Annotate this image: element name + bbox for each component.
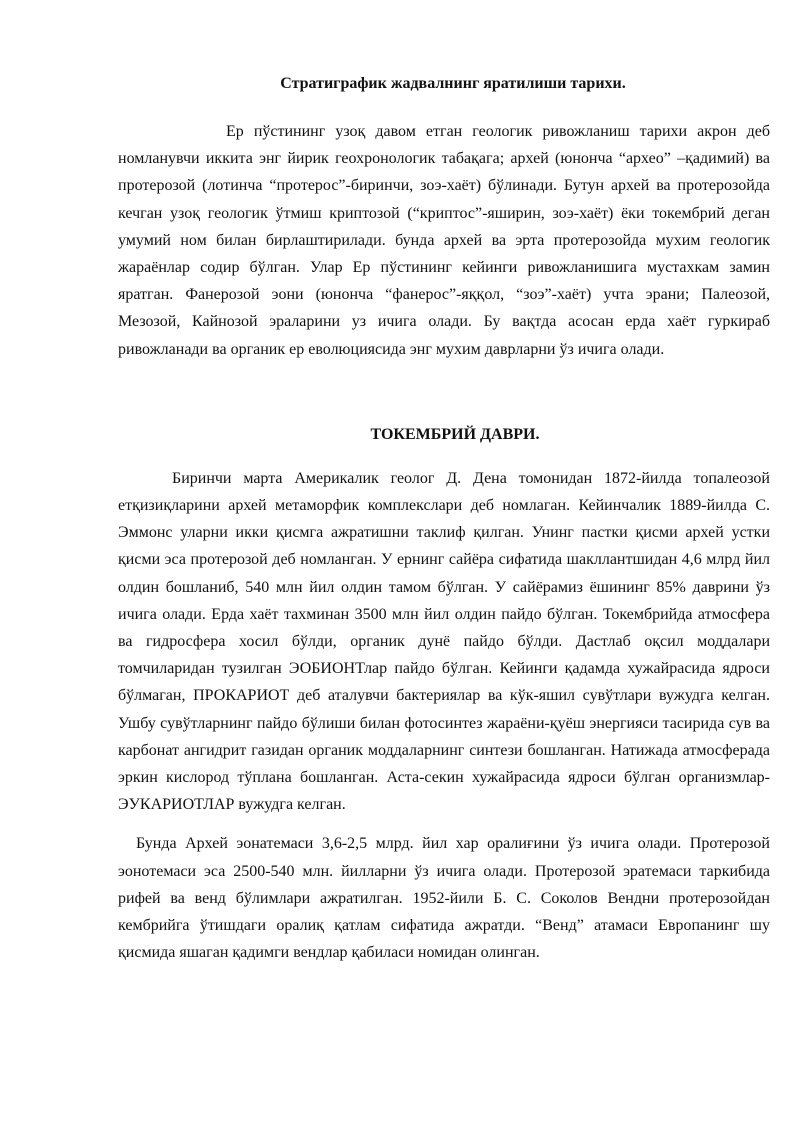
intro-paragraph: Ер пўстининг узоқ давом етган геологик ривожланиш тарихи акрон деб номланувчи иккита энг йирик геохронологик табақага; архей (юнонча “архео” –қадимий) ва протерозой (лотинча “протерос”-биринчи, зоэ-хаёт) бўлинади. Бутун архей ва протерозойда кечган узоқ геологик ўтмиш криптозой (“криптос”-яширин, зоэ-хаёт) ёки токембрий деган умумий ном билан бирлаштирилади. бунда архей ва эрта протерозойда мухим геологик жараёнлар содир бўлган. Улар Ер пўстининг кейинги ривожланишига мустахкам замин яратган. Фанерозой эони (юнонча “фанерос”-яққол, “зоэ”-хаёт) учта эрани; Палеозой, Мезозой, Кайнозой эраларини уз ичига олади. Бу вақтда асосан ерда хаёт гуркираб ривожланади ва органик ер еволюциясида энг мухим даврларни ўз ичига олади. bbox=[118, 123, 770, 358]
section-paragraph: Биринчи марта Америкалик геолог Д. Дена томонидан 1872-йилда топалеозой етқизиқларини архей метаморфик комплекслари деб номлаган. Кейинчалик 1889-йилда С. Эммонс уларни икки қисмга ажратишни таклиф қилган. Унинг пастки қисми архей устки қисми эса протерозой деб номланган. У ернинг сайёра сифатида шакллантшидан 4,6 млрд йил олдин бошланиб, 540 млн йил олдин тамом бўлган. У сайёрамиз ёшининг 85% даврини ўз ичига олади. Ерда хаёт тахминан 3500 млн йил олдин пайдо бўлган. Токембрийда атмосфера ва гидросфера хосил бўлди, органик дунё пайдо бўлди. Дастлаб оқсил моддалари томчиларидан тузилган ЭОБИОНТлар пайдо бўлган. Кейинги қадамда хужайрасида ядроси бўлмаган, ПРОКАРИОТ деб аталувчи бактериялар ва кўк-яшил сувўтлари вужудга келган. Ушбу сувўтларнинг пайдо бўлиши билан фотосинтез жараёни-қуёш энергияси тасирида сув ва карбонат ангидрит газидан органик моддаларнинг синтези бошланган. Натижада атмосферада эркин кислород тўплана бошланган. Аста-секин хужайрасида ядроси бўлган организмлар- ЭУКАРИОТЛАР вужудга келган. bbox=[118, 469, 770, 814]
document-page bbox=[118, 68, 770, 966]
closing-paragraph: Бунда Архей эонатемаси 3,6-2,5 млрд. йил хар оралиғини ўз ичига олади. Протерозой эонотемаси эса 2500-540 млн. йилларни ўз ичига олади. Протерозой эратемаси таркибида рифей ва венд бўлимлари ажратилган. 1952-йили Б. С. Соколов Вендни протерозойдан кембрийга ўтишдаги оралиқ қатлам сифатида ажратди. “Венд” атамаси Европанинг шу қисмида яшаган қадимги вендлар қабиласи номидан олинган. bbox=[118, 835, 770, 962]
section-heading: ТОКЕМБРИЙ ДАВРИ. bbox=[370, 425, 540, 443]
document-title: Стратиграфик жадвалнинг яратилиши тарихи. bbox=[280, 75, 626, 92]
